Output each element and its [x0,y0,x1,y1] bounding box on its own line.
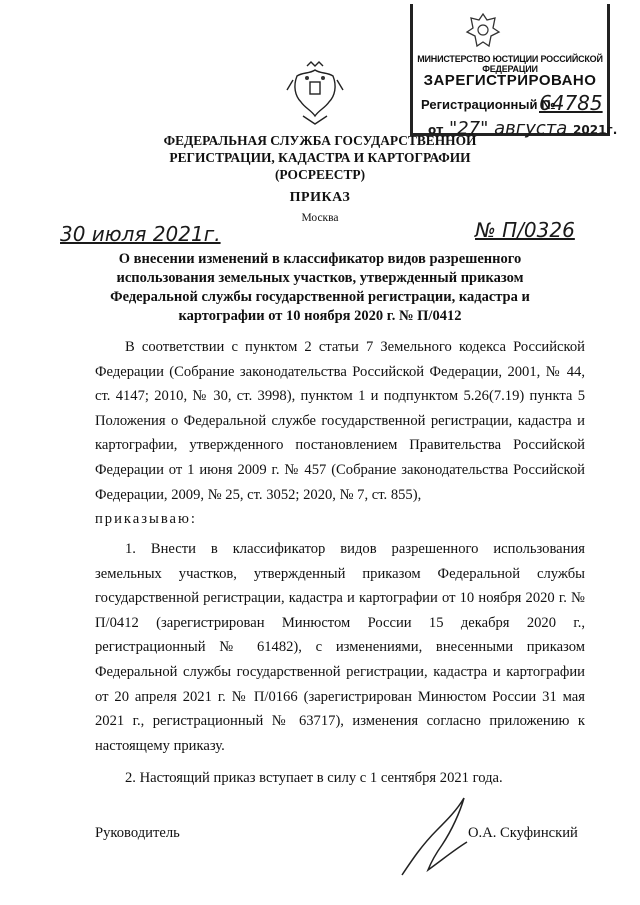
order-verb: приказываю: [95,511,197,528]
paragraph-preamble-text: В соответствии с пунктом 2 статьи 7 Земельного кодекса Российской Федерации (Собрание законодательства Российской Федерации, 2001, № 44, ст. 4147; 2010, № 30, ст. 3998), пунктом 1 и подпунктом 5.26(7.19) пункта 5 Положения о Федеральной службе государственной регистрации, кадастра и картографии, утвержденного постановлением Правительства Российской Федерации от 1 июня 2009 г. № 457 (Собрание законодательства Российской Федерации, 2009, № 25, ст. 3052; 2020, № 7, ст. 855), [95,339,585,503]
city: Москва [301,212,339,224]
stamp-date-prefix: от [428,123,444,137]
coat-of-arms-icon [285,60,345,130]
paragraph-item-1-text: 1. Внести в классификатор видов разрешенного использования земельных участков, утвержденный приказом Федеральной службы государственной регистрации, кадастра и картографии от 10 ноября 2020 г. № П/0412 (зарегистрирован Минюстом России 15 декабря 2020 г., регистрационный № 61482), с изменениями, внесенными приказом Федеральной службы государственной регистрации, кадастра и картографии от 20 апреля 2021 г. № П/0166 (зарегистрирован Минюстом России 31 мая 2021 г., регистрационный № 63717), изменения согласно приложению к настоящему приказу. [95,541,585,754]
paragraph-preamble [95,335,585,532]
paragraph-item-1 [95,537,585,758]
signatory-name: О.А. Скуфинский [468,825,578,841]
document-number: № П/0326 [475,218,575,242]
stamp-emblem-icon [463,10,503,52]
org-line-1: ФЕДЕРАЛЬНАЯ СЛУЖБА ГОСУДАРСТВЕННОЙ [163,133,477,148]
signatory-role: Руководитель [95,825,180,841]
document-title: О внесении изменений в классификатор видов разрешенного использования земельных участков, утвержденный приказом Федеральной службы государственной регистрации, кадастра и картографии от 10 ноября 2020 г. № П/0412 [110,251,530,324]
org-line-3: (РОСРЕЕСТР) [274,167,366,182]
paragraph-item-2-text: 2. Настоящий приказ вступает в силу с 1 сентября 2021 года. [125,770,503,786]
registration-stamp [410,4,610,136]
document-date: 30 июля 2021г. [60,222,221,246]
stamp-date-value: "27" августа [448,118,568,139]
stamp-regno-label: Регистрационный № [421,97,556,112]
org-line-2: РЕГИСТРАЦИИ, КАДАСТРА И КАРТОГРАФИИ [169,150,471,165]
stamp-regno-value: 64785 [539,91,603,115]
order-word: ПРИКАЗ [289,190,351,205]
stamp-status: ЗАРЕГИСТРИРОВАНО [423,72,597,89]
paragraph-item-2 [95,766,585,791]
organization-name [120,132,520,183]
stamp-ministry: МИНИСТЕРСТВО ЮСТИЦИИ РОССИЙСКОЙ ФЕДЕРАЦИИ [417,54,603,74]
stamp-date-year: 2021г. [573,123,618,137]
